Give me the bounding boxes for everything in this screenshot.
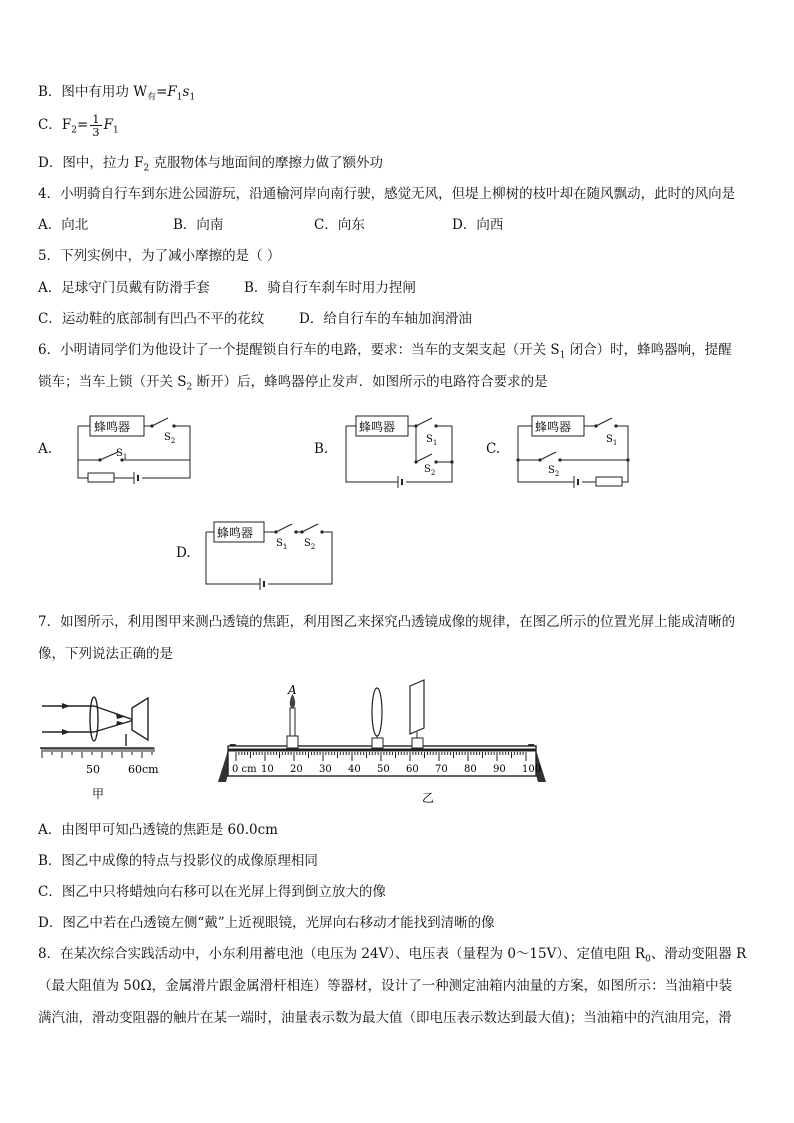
q8-stem-line3: 满汽油，滑动变阻器的触片在某一端时，油量表示数为最大值（即电压表示数达到最大值)；当油箱中的汽油用完，滑: [38, 1010, 732, 1026]
figure-yi-optical-bench: [210, 678, 550, 808]
q4-option-d: D．向西: [452, 217, 504, 233]
q7-option-c: C．图乙中只将蜡烛向右移可以在光屏上得到倒立放大的像: [38, 884, 386, 900]
fraction-one-third: $\frac{1}{3}$: [92, 112, 100, 139]
circuit-a-label: A.: [38, 441, 53, 457]
q4-option-b: B．向南: [173, 217, 224, 233]
switch-s1-label: $S_1$: [276, 538, 288, 551]
jia-tick-50: 50: [86, 763, 100, 776]
lens: [372, 688, 383, 748]
switch-s1-label: $S_1$: [606, 434, 618, 447]
yi-tick-label: 30: [319, 764, 332, 775]
q5-option-a: A．足球守门员戴有防滑手套: [38, 280, 210, 296]
yi-tick-label: 50: [377, 764, 390, 775]
yi-tick-label: 80: [464, 764, 477, 775]
q4-stem: 4．小明骑自行车到东进公园游玩，沿通榆河岸向南行驶，感觉无风，但堤上柳树的枝叶却在随风飘动，此时的风向是: [38, 186, 736, 202]
yi-tick-label: 70: [435, 764, 448, 775]
yi-caption: 乙: [422, 791, 435, 805]
switch-s2-label: $S_2$: [548, 465, 560, 478]
q4-options: [38, 215, 504, 235]
circuit-d-label: D.: [176, 545, 191, 561]
yi-tick-label: 0 cm: [232, 764, 257, 775]
yi-tick-label: 100: [522, 764, 542, 775]
yi-tick-label: 20: [290, 764, 303, 775]
q6-stem-line1: 6．小明请同学们为他设计了一个提醒锁自行车的电路，要求：当车的支架支起（开关 $S_1$ 闭合）时，蜂鸣器响，提醒: [38, 342, 732, 361]
yi-tick-label: 10: [261, 764, 274, 775]
q7-option-d: D．图乙中若在凸透镜左侧“戴”上近视眼镜，光屏向右移动才能找到清晰的像: [38, 915, 495, 931]
figure-jia-focal-length: [40, 690, 160, 802]
q5-options-cd: [38, 309, 472, 329]
circuit-d-diagram: [200, 514, 340, 592]
q5-option-b: B．骑自行车刹车时用力捏闸: [244, 280, 416, 296]
buzzer-label: 蜂鸣器: [217, 526, 254, 540]
q4-option-a: A．向北: [38, 217, 89, 233]
yi-tick-label: 90: [493, 764, 506, 775]
q7-option-b: B．图乙中成像的特点与投影仪的成像原理相同: [38, 853, 318, 869]
circuit-c-label: C.: [486, 441, 501, 457]
screen: [410, 680, 424, 748]
yi-tick-label: 40: [348, 764, 361, 775]
q3-option-c: C．$F_2=$ $\frac{1}{3}$ $F_1$: [38, 112, 119, 139]
q7-stem-line2: 像，下列说法正确的是: [38, 646, 173, 662]
buzzer-label: 蜂鸣器: [535, 420, 572, 434]
circuit-a-diagram: [70, 410, 200, 490]
switch-s1-label: $S_1$: [116, 448, 128, 461]
q5-stem: 5．下列实例中，为了减小摩擦的是（ ）: [38, 248, 281, 264]
q7-option-a: A．由图甲可知凸透镜的焦距是 60.0cm: [38, 822, 278, 838]
switch-s1-label: $S_1$: [426, 434, 438, 447]
buzzer-label: 蜂鸣器: [359, 420, 396, 434]
q7-stem-line1: 7．如图所示，利用图甲来测凸透镜的焦距，利用图乙来探究凸透镜成像的规律，在图乙所示的位置光屏上能成清晰的: [38, 614, 736, 630]
q5-option-c: C．运动鞋的底部制有凹凸不平的花纹: [38, 311, 265, 327]
q8-stem-line2: （最大阻值为 50Ω，金属滑片跟金属滑杆相连）等器材，设计了一种测定油箱内油量的方案，如图所示：当油箱中装: [38, 978, 733, 994]
q3-option-d: D．图中，拉力 $F_2$ 克服物体与地面间的摩擦力做了额外功: [38, 155, 384, 174]
q5-options-ab: [38, 278, 416, 298]
switch-s2-label: $S_2$: [164, 432, 176, 445]
q6-stem-line2: 锁车；当车上锁（开关 $S_2$ 断开）后，蜂鸣器停止发声．如图所示的电路符合要求的是: [38, 374, 548, 393]
circuit-b-diagram: [340, 410, 460, 492]
candle: [287, 694, 298, 748]
circuit-b-label: B.: [314, 441, 329, 457]
q3-option-b: B．图中有用功 $W_有=F_1s_1$: [38, 84, 196, 103]
candle-label: A: [288, 683, 297, 697]
q5-option-d: D．给自行车的车轴加润滑油: [299, 311, 472, 327]
circuit-c-diagram: [512, 410, 636, 492]
q8-stem-line1: 8．在某次综合实践活动中，小东利用蓄电池（电压为 24V）、电压表（量程为 0～15V）、定值电阻 $R_0$、滑动变阻器 R: [38, 946, 747, 965]
buzzer-label: 蜂鸣器: [94, 420, 131, 434]
q4-option-c: C．向东: [314, 217, 365, 233]
jia-caption: 甲: [92, 787, 105, 801]
switch-s2-label: $S_2$: [424, 464, 436, 477]
yi-tick-label: 60: [406, 764, 419, 775]
jia-tick-60: 60cm: [128, 763, 159, 776]
switch-s2-label: $S_2$: [304, 538, 316, 551]
